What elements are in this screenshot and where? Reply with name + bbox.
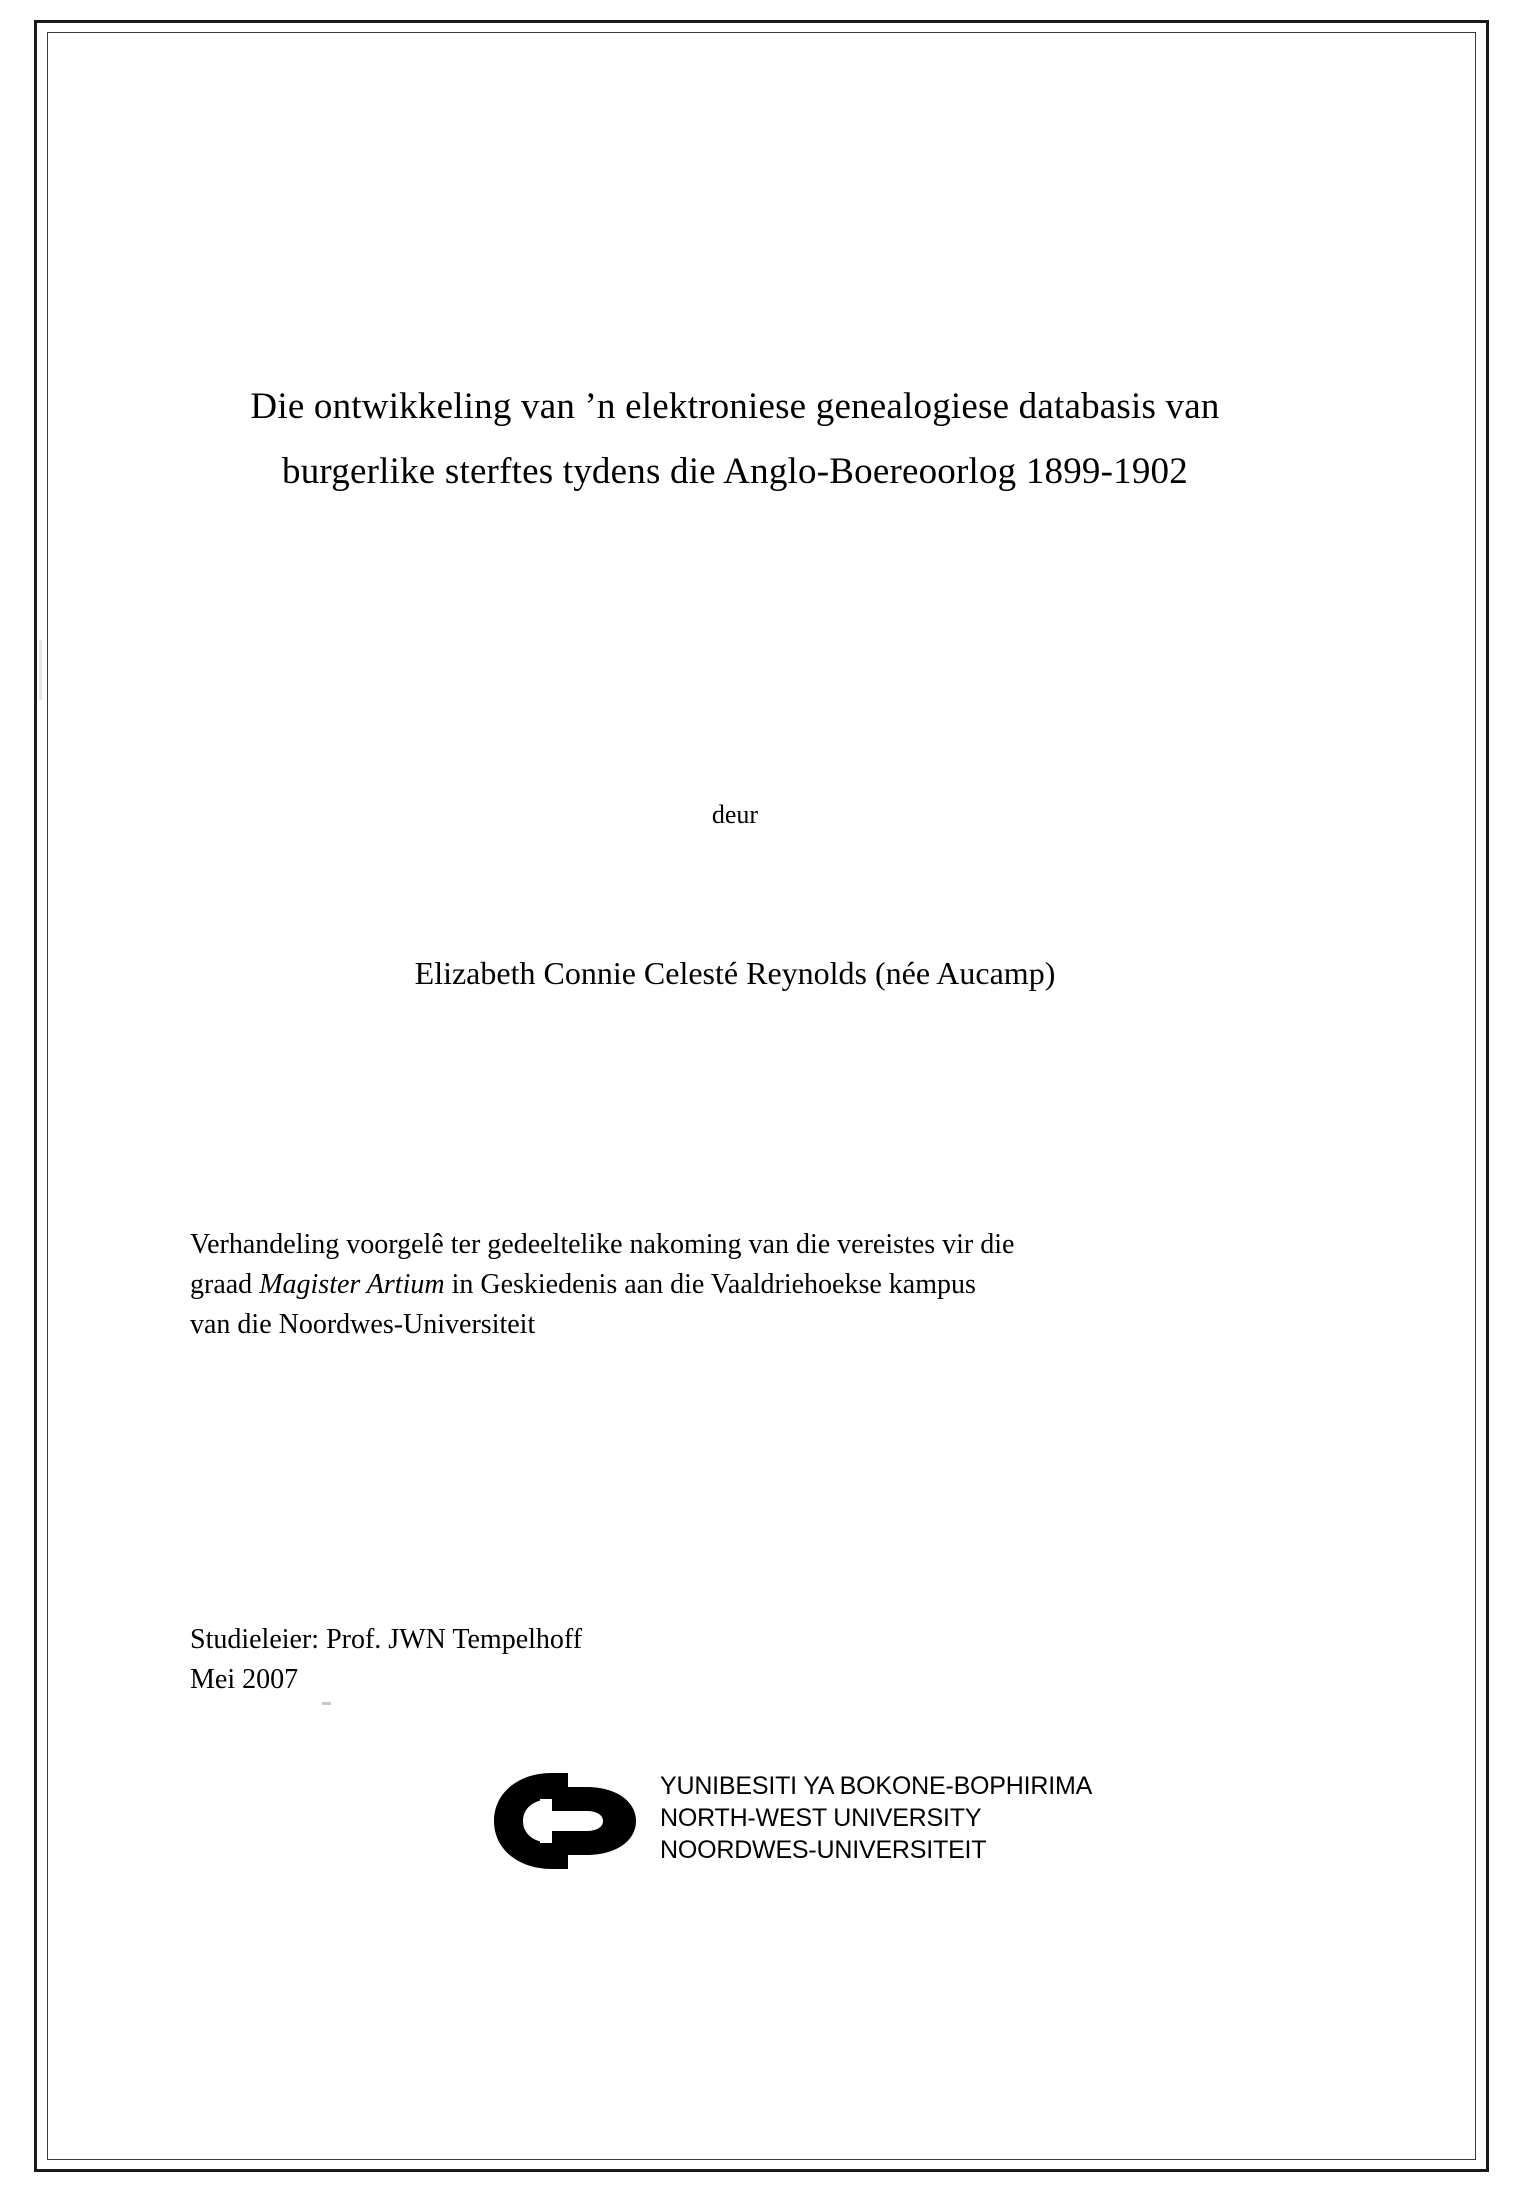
author-name: Elizabeth Connie Celesté Reynolds (née Aucamp) bbox=[414, 955, 1056, 991]
scan-speck bbox=[39, 640, 42, 700]
statement-line-2-prefix: graad bbox=[190, 1268, 260, 1300]
university-logo-block bbox=[450, 1765, 1130, 1885]
statement-line-3: van die Noordwes-Universiteit bbox=[190, 1308, 536, 1340]
title-line-2: burgerlike sterftes tydens die Anglo-Boereoorlog 1899-1902 bbox=[282, 450, 1188, 492]
statement-line-1: Verhandeling voorgelê ter gedeeltelike nakoming van die vereistes vir die bbox=[190, 1229, 1015, 1260]
degree-name: Magister Artium bbox=[259, 1268, 445, 1300]
university-logo-text bbox=[660, 1771, 1092, 1866]
title-line-1: Die ontwikkeling van ’n elektroniese genealogiese databasis van bbox=[250, 386, 1220, 427]
statement-line-2-suffix: in Geskiedenis aan die Vaaldriehoekse kampus bbox=[444, 1268, 976, 1300]
by-label: deur bbox=[711, 800, 759, 829]
page-title bbox=[180, 375, 1290, 505]
statement-line-2 bbox=[190, 1265, 1270, 1305]
supervisor-block bbox=[190, 1620, 1090, 1700]
supervisor-name: Studieleier: Prof. JWN Tempelhoff bbox=[190, 1624, 583, 1655]
degree-statement bbox=[190, 1225, 1270, 1344]
submission-date: Mei 2007 bbox=[190, 1663, 299, 1695]
title-page-content bbox=[150, 40, 1310, 2110]
scan-speck bbox=[322, 1702, 331, 1705]
logo-line-english: NORTH-WEST UNIVERSITY bbox=[660, 1803, 982, 1832]
logo-line-setswana: YUNIBESITI YA BOKONE-BOPHIRIMA bbox=[660, 1772, 1093, 1800]
north-west-university-logo-icon bbox=[490, 1769, 650, 1873]
logo-line-afrikaans: NOORDWES-UNIVERSITEIT bbox=[660, 1835, 987, 1864]
